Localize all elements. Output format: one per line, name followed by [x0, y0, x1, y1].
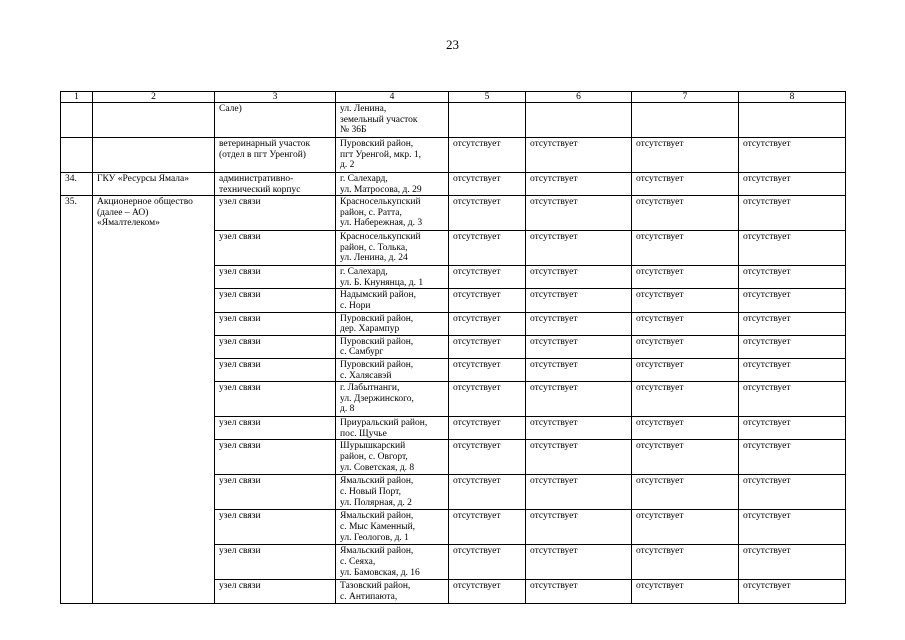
- cell-col5: отсутствует: [449, 266, 526, 289]
- cell-object: узел связи: [215, 289, 336, 312]
- cell-col6: отсутствует: [526, 231, 632, 266]
- cell-col8: отсутствует: [739, 266, 846, 289]
- cell-col7: отсутствует: [632, 580, 739, 603]
- cell-object: узел связи: [215, 440, 336, 475]
- cell-col5: [449, 103, 526, 138]
- cell-number: 34.: [61, 173, 93, 196]
- cell-col8: отсутствует: [739, 580, 846, 603]
- cell-address: г. Салехард, ул. Матросова, д. 29: [336, 173, 449, 196]
- cell-number: [61, 103, 93, 138]
- cell-col7: отсутствует: [632, 266, 739, 289]
- cell-col7: отсутствует: [632, 289, 739, 312]
- cell-address: Шурышкарский район, с. Овгорт, ул. Советская, д. 8: [336, 440, 449, 475]
- cell-col7: отсутствует: [632, 545, 739, 580]
- column-header: 5: [449, 92, 526, 103]
- cell-col7: отсутствует: [632, 335, 739, 358]
- cell-organization: [93, 138, 215, 173]
- column-header: 6: [526, 92, 632, 103]
- cell-col8: отсутствует: [739, 475, 846, 510]
- cell-col5: отсутствует: [449, 510, 526, 545]
- cell-address: ул. Ленина, земельный участок № 36Б: [336, 103, 449, 138]
- column-header: 3: [215, 92, 336, 103]
- cell-object: узел связи: [215, 335, 336, 358]
- cell-col5: отсутствует: [449, 545, 526, 580]
- cell-col8: отсутствует: [739, 545, 846, 580]
- cell-object: узел связи: [215, 545, 336, 580]
- table-row: [61, 103, 846, 138]
- cell-col5: отсутствует: [449, 440, 526, 475]
- cell-col5: отсутствует: [449, 382, 526, 417]
- cell-col7: отсутствует: [632, 312, 739, 335]
- cell-col8: отсутствует: [739, 358, 846, 381]
- cell-object: узел связи: [215, 475, 336, 510]
- cell-col8: отсутствует: [739, 382, 846, 417]
- table-row: [61, 138, 846, 173]
- cell-col5: отсутствует: [449, 417, 526, 440]
- cell-col6: отсутствует: [526, 510, 632, 545]
- cell-object: узел связи: [215, 510, 336, 545]
- cell-address: Пуровский район, дер. Харампур: [336, 312, 449, 335]
- cell-col5: отсутствует: [449, 335, 526, 358]
- cell-object: узел связи: [215, 266, 336, 289]
- cell-col7: отсутствует: [632, 510, 739, 545]
- cell-col6: отсутствует: [526, 138, 632, 173]
- cell-col5: отсутствует: [449, 138, 526, 173]
- cell-col6: отсутствует: [526, 335, 632, 358]
- cell-number: 35.: [61, 196, 93, 603]
- cell-organization: [93, 103, 215, 138]
- cell-object: ветеринарный участок (отдел в пгт Уренгой): [215, 138, 336, 173]
- cell-col5: отсутствует: [449, 289, 526, 312]
- cell-address: Ямальский район, с. Новый Порт, ул. Полярная, д. 2: [336, 475, 449, 510]
- cell-col8: отсутствует: [739, 510, 846, 545]
- cell-address: Пуровский район, с. Самбург: [336, 335, 449, 358]
- cell-object: административно- технический корпус: [215, 173, 336, 196]
- cell-address: Красноселькупский район, с. Ратта, ул. Набережная, д. 3: [336, 196, 449, 231]
- cell-col5: отсутствует: [449, 475, 526, 510]
- cell-object: узел связи: [215, 312, 336, 335]
- cell-object: узел связи: [215, 358, 336, 381]
- cell-organization: ГКУ «Ресурсы Ямала»: [93, 173, 215, 196]
- cell-address: Пуровский район, с. Халясавэй: [336, 358, 449, 381]
- cell-col7: отсутствует: [632, 417, 739, 440]
- cell-address: г. Лабытнанги, ул. Дзержинского, д. 8: [336, 382, 449, 417]
- cell-address: Ямальский район, с. Сеяха, ул. Бамовская, д. 16: [336, 545, 449, 580]
- cell-col6: отсутствует: [526, 266, 632, 289]
- cell-address: Пуровский район, пгт Уренгой, мкр. 1, д. 2: [336, 138, 449, 173]
- cell-col6: отсутствует: [526, 580, 632, 603]
- cell-col7: отсутствует: [632, 196, 739, 231]
- cell-col6: отсутствует: [526, 475, 632, 510]
- cell-organization: Акционерное общество (далее – АО) «Ямалтелеком»: [93, 196, 215, 603]
- cell-col7: отсутствует: [632, 231, 739, 266]
- cell-col7: отсутствует: [632, 138, 739, 173]
- cell-col6: отсутствует: [526, 417, 632, 440]
- cell-col5: отсутствует: [449, 580, 526, 603]
- column-header: 8: [739, 92, 846, 103]
- cell-col8: отсутствует: [739, 138, 846, 173]
- cell-col6: отсутствует: [526, 289, 632, 312]
- cell-col6: отсутствует: [526, 173, 632, 196]
- column-number-row: [61, 92, 846, 103]
- cell-address: Ямальский район, с. Мыс Каменный, ул. Геологов, д. 1: [336, 510, 449, 545]
- cell-col6: отсутствует: [526, 545, 632, 580]
- cell-address: г. Салехард, ул. Б. Кнунянца, д. 1: [336, 266, 449, 289]
- cell-object: Сале): [215, 103, 336, 138]
- cell-col5: отсутствует: [449, 358, 526, 381]
- cell-col5: отсутствует: [449, 312, 526, 335]
- cell-col8: отсутствует: [739, 173, 846, 196]
- cell-object: узел связи: [215, 196, 336, 231]
- cell-col8: отсутствует: [739, 440, 846, 475]
- column-header: 2: [93, 92, 215, 103]
- cell-address: Надымский район, с. Нори: [336, 289, 449, 312]
- cell-col6: отсутствует: [526, 312, 632, 335]
- cell-number: [61, 138, 93, 173]
- cell-object: узел связи: [215, 580, 336, 603]
- cell-col5: отсутствует: [449, 196, 526, 231]
- cell-address: Красноселькупский район, с. Толька, ул. Ленина, д. 24: [336, 231, 449, 266]
- cell-col5: отсутствует: [449, 231, 526, 266]
- cell-col7: отсутствует: [632, 475, 739, 510]
- cell-col8: [739, 103, 846, 138]
- cell-object: узел связи: [215, 382, 336, 417]
- cell-col5: отсутствует: [449, 173, 526, 196]
- objects-table: [60, 91, 846, 604]
- cell-col8: отсутствует: [739, 289, 846, 312]
- page-number: 23: [446, 37, 459, 52]
- cell-col8: отсутствует: [739, 231, 846, 266]
- cell-col6: отсутствует: [526, 440, 632, 475]
- cell-col7: отсутствует: [632, 440, 739, 475]
- cell-col6: отсутствует: [526, 382, 632, 417]
- cell-col8: отсутствует: [739, 196, 846, 231]
- cell-col7: отсутствует: [632, 382, 739, 417]
- cell-col7: отсутствует: [632, 173, 739, 196]
- cell-col7: отсутствует: [632, 358, 739, 381]
- table-row: [61, 173, 846, 196]
- cell-col6: отсутствует: [526, 358, 632, 381]
- cell-address: Тазовский район, с. Антипаюта,: [336, 580, 449, 603]
- cell-col8: отсутствует: [739, 417, 846, 440]
- column-header: 1: [61, 92, 93, 103]
- cell-col7: [632, 103, 739, 138]
- cell-object: узел связи: [215, 417, 336, 440]
- cell-address: Приуральский район, пос. Щучье: [336, 417, 449, 440]
- column-header: 7: [632, 92, 739, 103]
- cell-col6: [526, 103, 632, 138]
- cell-object: узел связи: [215, 231, 336, 266]
- cell-col8: отсутствует: [739, 335, 846, 358]
- column-header: 4: [336, 92, 449, 103]
- cell-col8: отсутствует: [739, 312, 846, 335]
- table-row: [61, 196, 846, 231]
- cell-col6: отсутствует: [526, 196, 632, 231]
